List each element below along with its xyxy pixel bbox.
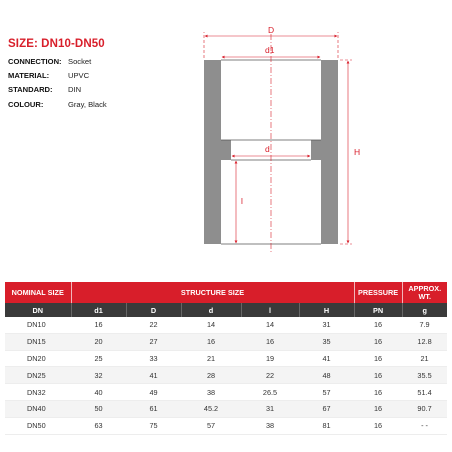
table-cell: 40 bbox=[71, 384, 126, 401]
table-cell: 25 bbox=[71, 350, 126, 367]
table-row bbox=[5, 317, 447, 333]
label-d1: d1 bbox=[265, 45, 275, 55]
table-cell: DN20 bbox=[5, 350, 71, 367]
table-cell: 57 bbox=[299, 384, 354, 401]
table-cell: 21 bbox=[181, 350, 241, 367]
table-cell: 41 bbox=[126, 367, 181, 384]
table-cell: 16 bbox=[354, 350, 402, 367]
right-wall bbox=[321, 60, 338, 244]
table-cell: 16 bbox=[354, 333, 402, 350]
table-cell: 16 bbox=[181, 333, 241, 350]
table-cell: 38 bbox=[181, 384, 241, 401]
label-H: H bbox=[354, 147, 361, 157]
table-cell: 26.5 bbox=[241, 384, 299, 401]
table-cell: 57 bbox=[181, 417, 241, 434]
table-row bbox=[5, 333, 447, 350]
column-header-dn: DN bbox=[5, 303, 71, 317]
table-cell: 16 bbox=[241, 333, 299, 350]
table-cell: 20 bbox=[71, 333, 126, 350]
table-cell: 22 bbox=[126, 317, 181, 333]
table-cell: DN10 bbox=[5, 317, 71, 333]
table-cell: DN32 bbox=[5, 384, 71, 401]
table-cell: 28 bbox=[181, 367, 241, 384]
table-cell: 16 bbox=[354, 400, 402, 417]
spec-label: COLOUR: bbox=[8, 99, 44, 109]
table-cell: 35.5 bbox=[402, 367, 447, 384]
table-row bbox=[5, 400, 447, 417]
table-cell: 90.7 bbox=[402, 400, 447, 417]
spec-label: STANDARD: bbox=[8, 85, 53, 95]
table-row bbox=[5, 417, 447, 434]
table-cell: 22 bbox=[241, 367, 299, 384]
spec-value: DIN bbox=[68, 85, 82, 95]
table-cell: 16 bbox=[354, 417, 402, 434]
table-cell: 27 bbox=[126, 333, 181, 350]
label-d: d bbox=[265, 144, 270, 154]
header-pressure: PRESSURE bbox=[354, 282, 402, 303]
table-cell: 63 bbox=[71, 417, 126, 434]
table-cell: 31 bbox=[241, 400, 299, 417]
table-row bbox=[5, 367, 447, 384]
table-cell: 50 bbox=[71, 400, 126, 417]
table-cell: 7.9 bbox=[402, 317, 447, 333]
table-cell: 19 bbox=[241, 350, 299, 367]
spec-value: Gray, Black bbox=[68, 99, 107, 109]
label-l: l bbox=[241, 196, 243, 206]
table-cell: 12.8 bbox=[402, 333, 447, 350]
table-cell: 35 bbox=[299, 333, 354, 350]
column-header-D: D bbox=[126, 303, 181, 317]
table-cell: 32 bbox=[71, 367, 126, 384]
table-cell: 41 bbox=[299, 350, 354, 367]
table-cell: 51.4 bbox=[402, 384, 447, 401]
column-header-l: l bbox=[241, 303, 299, 317]
table-cell: 81 bbox=[299, 417, 354, 434]
right-stop-ridge bbox=[311, 140, 321, 160]
table-cell: - - bbox=[402, 417, 447, 434]
header-approx-weight: APPROX. WT. bbox=[402, 282, 447, 303]
left-wall bbox=[204, 60, 221, 244]
table-row bbox=[5, 384, 447, 401]
spec-label: MATERIAL: bbox=[8, 71, 50, 81]
table-cell: DN40 bbox=[5, 400, 71, 417]
table-cell: 45.2 bbox=[181, 400, 241, 417]
table-cell: 16 bbox=[71, 317, 126, 333]
column-header-d1: d1 bbox=[71, 303, 126, 317]
spec-value: Socket bbox=[68, 57, 92, 66]
header-nominal-size: NOMINAL SIZE bbox=[5, 282, 71, 303]
left-stop-ridge bbox=[221, 140, 231, 160]
table-row bbox=[5, 350, 447, 367]
column-header-H: H bbox=[299, 303, 354, 317]
table-cell: 21 bbox=[402, 350, 447, 367]
table-cell: DN15 bbox=[5, 333, 71, 350]
table-cell: DN50 bbox=[5, 417, 71, 434]
table-cell: 48 bbox=[299, 367, 354, 384]
size-title: SIZE: DN10-DN50 bbox=[8, 38, 105, 50]
table-cell: 75 bbox=[126, 417, 181, 434]
table-cell: 16 bbox=[354, 317, 402, 333]
spec-value: UPVC bbox=[68, 71, 90, 81]
table-cell: 61 bbox=[126, 400, 181, 417]
header-structure-size: STRUCTURE SIZE bbox=[71, 282, 354, 303]
table-cell: 33 bbox=[126, 350, 181, 367]
table-cell: 67 bbox=[299, 400, 354, 417]
table-cell: DN25 bbox=[5, 367, 71, 384]
column-header-g: g bbox=[402, 303, 447, 317]
column-header-d: d bbox=[181, 303, 241, 317]
table-cell: 31 bbox=[299, 317, 354, 333]
table-cell: 14 bbox=[241, 317, 299, 333]
table-cell: 14 bbox=[181, 317, 241, 333]
spec-label: CONNECTION: bbox=[8, 57, 62, 66]
table-cell: 16 bbox=[354, 367, 402, 384]
column-header-pn: PN bbox=[354, 303, 402, 317]
table-cell: 16 bbox=[354, 384, 402, 401]
table-cell: 38 bbox=[241, 417, 299, 434]
table-cell: 49 bbox=[126, 384, 181, 401]
structure-size-table bbox=[5, 282, 447, 435]
label-D: D bbox=[268, 25, 275, 35]
